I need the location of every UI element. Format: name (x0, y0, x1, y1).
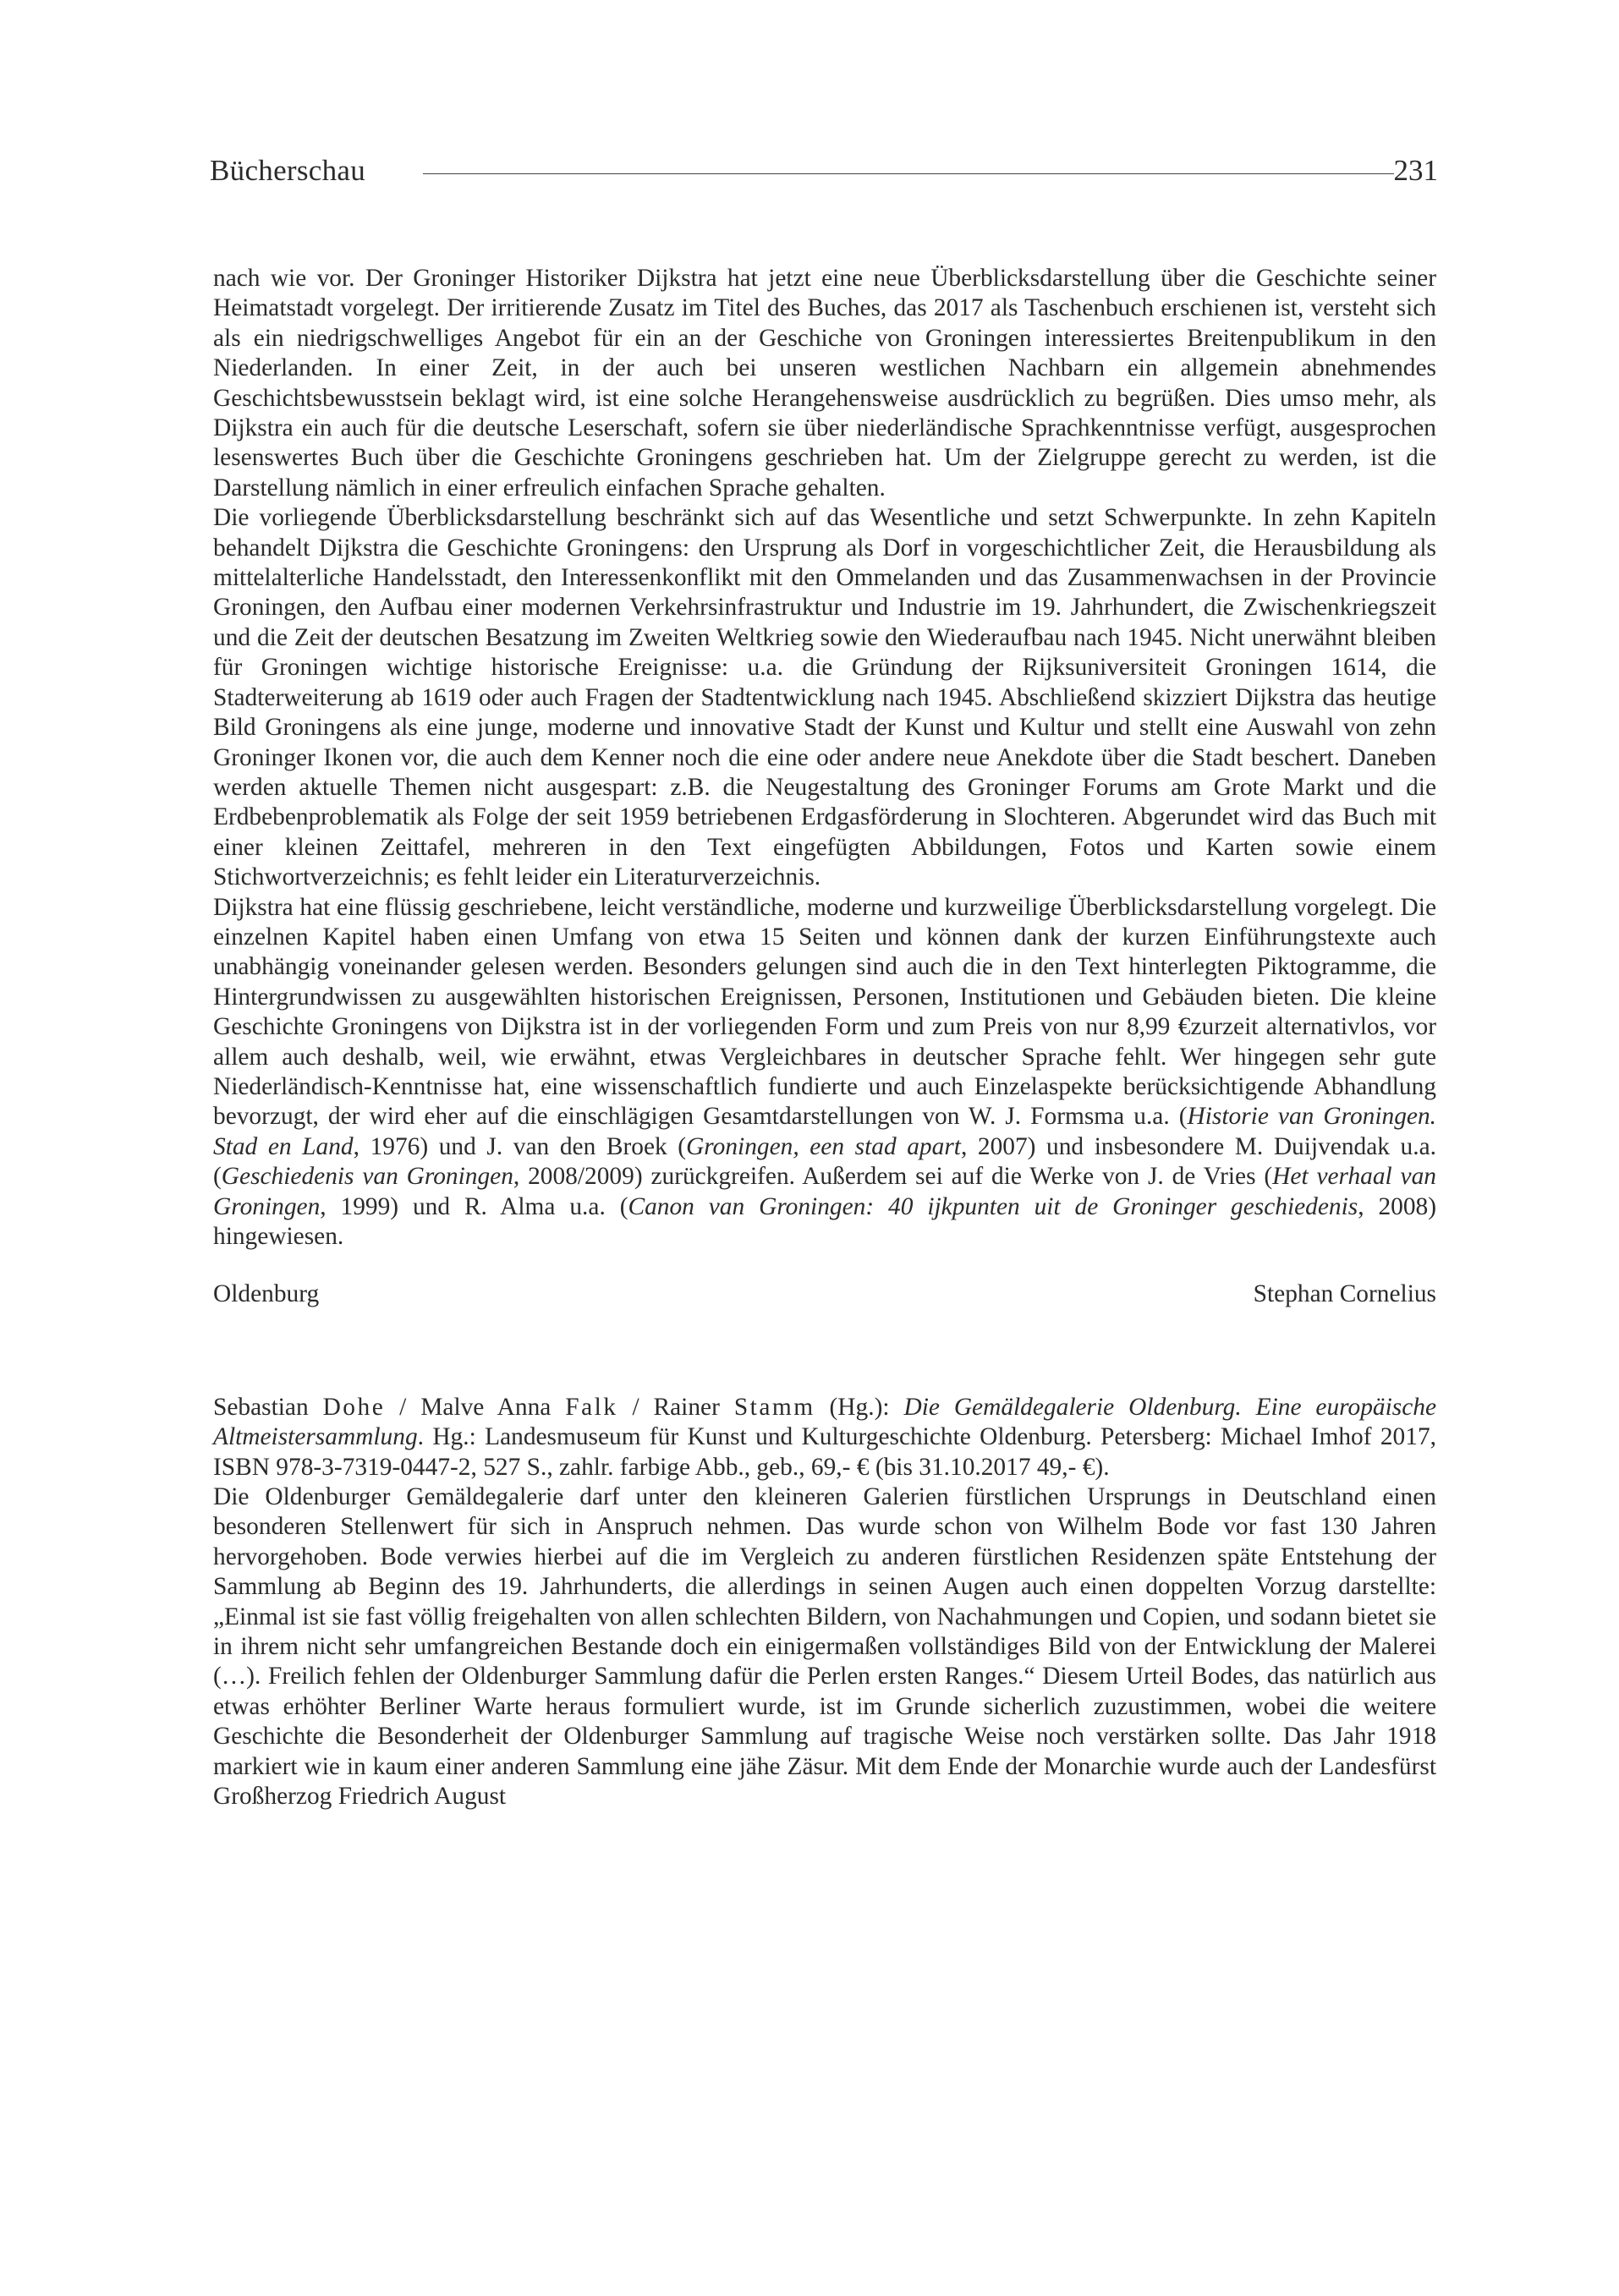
running-header (210, 145, 1438, 196)
book-title: Geschiedenis van Groningen (221, 1163, 513, 1191)
book-title: Die Gemäldegalerie Oldenburg. Eine europäische Altmeistersammlung (213, 1393, 1436, 1451)
review2-citation (213, 1393, 1436, 1482)
editor-last-name: Falk (565, 1393, 618, 1421)
review1-paragraph-1: nach wie vor. Der Groninger Historiker Dijkstra hat jetzt eine neue Überblicksdarstellung über die Geschichte seiner Heimatstadt vorgelegt. Der irritierende Zusatz im Titel des Buches, das 2017 als Taschenbuch erschienen ist, versteht sich als ein niedrigschwelliges Angebot für ein an der Geschiche von Groningen interessiertes Breitenpublikum in den Niederlanden. In einer Zeit, in der auch bei unseren westlichen Nachbarn ein allgemein abnehmendes Geschichtsbewusstsein beklagt wird, ist eine solche Herangehensweise ausdrücklich zu begrüßen. Dies umso mehr, als Dijkstra ein auch für die deutsche Leserschaft, sofern sie über niederländische Sprachkenntnisse verfügt, ausgesprochen lesenswertes Buch über die Geschichte Groningens geschrieben hat. Um der Zielgruppe gerecht zu werden, ist die Darstellung nämlich in einer erfreulich einfachen Sprache gehalten. (213, 265, 1436, 501)
review-place: Oldenburg (213, 1280, 320, 1308)
text-run: , 2007) und insbesondere M. Duijvendak u.a. ( (213, 1132, 1436, 1191)
editor-first-name: Sebastian (213, 1393, 309, 1421)
text-run: , 1999) und R. Alma u.a. ( (320, 1192, 628, 1220)
text-run: (Hg.): (815, 1393, 904, 1421)
review1-paragraph-2: Die vorliegende Überblicksdarstellung beschränkt sich auf das Wesentliche und setzt Schwerpunkte. In zehn Kapiteln behandelt Dijkstra die Geschichte Groningens: den Ursprung als Dorf in vorgeschichtlicher Zeit, die Herausbildung als mittelalterliche Handelsstadt, den Interessenkonflikt mit den Ommelanden und das Zusammenwachsen in der Provincie Groningen, den Aufbau einer modernen Verkehrsinfrastruktur und Industrie im 19. Jahrhundert, die Zwischenkriegszeit und die Zeit der deutschen Besatzung im Zweiten Weltkrieg sowie den Wiederaufbau nach 1945. Nicht unerwähnt bleiben für Groningen wichtige historische Ereignisse: u.a. die Gründung der Rijksuniversiteit Groningen 1614, die Stadterweiterung ab 1619 oder auch Fragen der Stadtentwicklung nach 1945. Abschließend skizziert Dijkstra das heutige Bild Groningens als eine junge, moderne und innovative Stadt der Kunst und Kultur und stellt eine Auswahl von zehn Groninger Ikonen vor, die auch dem Kenner noch die eine oder andere neue Anekdote über die Stadt beschert. Daneben werden aktuelle Themen nicht ausgespart: z.B. die Neugestaltung des Groninger Forums am Grote Markt und die Erdbebenproblematik als Folge der seit 1959 betriebenen Erdgasförderung in Slochteren. Abgerundet wird das Buch mit einer kleinen Zeittafel, mehreren in den Text eingefügten Abbildungen, Fotos und Karten sowie einem Stichwortverzeichnis; es fehlt leider ein Literaturverzeichnis. (213, 504, 1436, 891)
book-title: Historie van Groningen. Stad en Land (213, 1103, 1436, 1160)
text-run: Dijkstra hat eine flüssig geschriebene, leicht verständliche, moderne und kurzweilige Überblicksdarstellung vorgelegt. Die einzelnen Kapitel haben einen Umfang von etwa 15 Seiten und können dank der kurzen Einführungstexte auch unabhängig voneinander gelesen werden. Besonders gelungen sind auch die in den Text hinterlegten Piktogramme, die Hintergrundwissen zu ausgewählten historischen Ereignissen, Personen, Institutionen und Gebäuden bieten. Die kleine Geschichte Groningens von Dijkstra ist in der vorliegenden Form und zum Preis von nur 8,99 €zurzeit alternativlos, vor allem auch deshalb, weil, wie erwähnt, etwas Vergleichbares in deutscher Sprache fehlt. Wer hingegen sehr gute Niederländisch-Kenntnisse hat, eine wissenschaftlich fundierte und auch Einzelaspekte berücksichtigende Abhandlung bevorzugt, der wird eher auf die einschlägigen Gesamtdarstellungen von W. J. Formsma u.a. ( (213, 893, 1436, 1131)
text-run: , 1976) und J. van den Broek ( (353, 1132, 687, 1160)
review-author: Stephan Cornelius (1253, 1280, 1436, 1308)
text-run: , 2008/2009) zurückgreifen. Außerdem sei auf die Werke von J. de Vries ( (513, 1163, 1273, 1191)
publication-details: . Hg.: Landesmuseum für Kunst und Kulturgeschichte Oldenburg. Petersberg: Michael Imhof 2017, ISBN 978-3-7319-0447-2, 527 S., zahlr. farbige Abb., geb., 69,- € (bis 31.10.2017 49,- €). (213, 1423, 1436, 1481)
editor-last-name: Dohe (322, 1393, 386, 1421)
text-run: , 2008) hingewiesen. (213, 1192, 1437, 1250)
page-content (213, 264, 1436, 1812)
review-signature (213, 1280, 1436, 1309)
section-title: Bücherschau (210, 154, 366, 187)
text-run: / Rainer (617, 1393, 734, 1421)
review-groningen (213, 264, 1436, 1310)
review2-paragraph-1: Die Oldenburger Gemäldegalerie darf unter den kleineren Galerien fürstlichen Ursprungs in Deutschland einen besonderen Stellenwert für sich in Anspruch nehmen. Das wurde schon von Wilhelm Bode vor fast 130 Jahren hervorgehoben. Bode verwies hierbei auf die im Vergleich zu anderen fürstlichen Residenzen späte Entstehung der Sammlung ab Beginn des 19. Jahrhunderts, die allerdings in seinen Augen auch einen doppelten Vorzug darstellte: „Einmal ist sie fast völlig freigehalten von allen schlechten Bildern, von Nachahmungen und Copien, und sodann bietet sie in ihrem nicht sehr umfangreichen Bestande doch ein einigermaßen vollständiges Bild von der Entwicklung der Malerei (…). Freilich fehlen der Oldenburger Sammlung dafür die Perlen ersten Ranges.“ Diesem Urteil Bodes, das natürlich aus etwas erhöhter Berliner Warte heraus formuliert wurde, ist im Grunde sicherlich zuzustimmen, wobei die weitere Geschichte die Besonderheit der Oldenburger Sammlung auf tragische Weise noch verstärken sollte. Das Jahr 1918 markiert wie in kaum einer anderen Sammlung eine jähe Zäsur. Mit dem Ende der Monarchie wurde auch der Landesfürst Großherzog Friedrich August (213, 1483, 1436, 1811)
review1-paragraph-3 (213, 893, 1436, 1252)
page-number: 231 (1393, 154, 1438, 187)
header-rule (423, 173, 1394, 174)
review-gemaeldegalerie (213, 1393, 1436, 1812)
book-title: Het verhaal van Groningen (213, 1163, 1436, 1220)
book-title: Groningen, een stad apart (686, 1132, 961, 1160)
text-run: / Malve Anna (385, 1393, 566, 1421)
book-title: Canon van Groningen: 40 ijkpunten uit de Groninger geschiedenis (628, 1192, 1358, 1220)
editor-last-name: Stamm (733, 1393, 815, 1421)
